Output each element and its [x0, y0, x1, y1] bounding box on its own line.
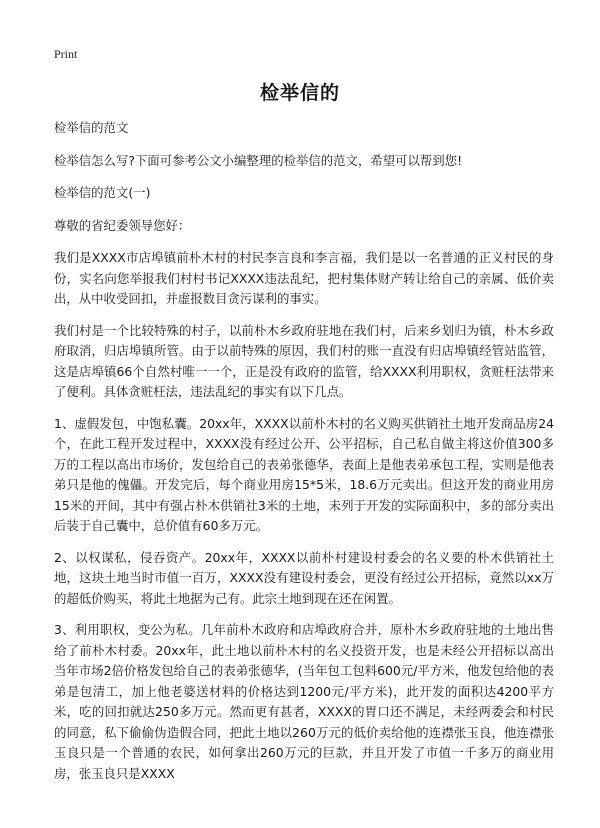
body-paragraph: 1、虚假发包，中饱私囊。20xx年，XXXX以前朴木村的名义购买供销社土地开发商品房24个，在此工程开发过程中，XXXX没有经过公开、公平招标，自己私自做主将这价值300多万的工程以高出市场价，发包给自己的表弟张德华，表面上是他表弟承包工程，实则是他表弟只是他的傀儡。开发完后，每个商业用房15*5米，18.6万元卖出。但这开发的商业用房15米的开间，其中有强占朴木供销社3米的土地，未列于开发的实际面积中，多的部分卖出后装于自己囊中，总价值有60多万元。	[54, 415, 554, 533]
body-paragraph: 我们村是一个比较特殊的村子，以前朴木乡政府驻地在我们村，后来乡划归为镇，朴木乡政府取消，归店埠镇所管。由于以前特殊的原因，我们村的账一直没有归店埠镇经管站监管，这是店埠镇66个自然村唯一一个，正是没有政府的监管，给XXXX利用职权，贪赃枉法带来了便利。具体贪赃枉法，违法乱纪的事实有以下几点。	[54, 322, 554, 399]
body-paragraph: 3、利用职权，变公为私。几年前朴木政府和店埠政府合并，原朴木乡政府驻地的土地出售给了前朴木村委。20xx年，此土地以前朴木村的名义投资开发，也是未经公开招标以高出当年市场2倍价格发包给自己的表弟张德华，(当年包工包料600元/平方米，他发包给他的表弟是包清工，加上他老婆送材料的价格达到1200元/平方米)，此开发的面积达4200平方米，吃的回扣就达250多万元。然而更有甚者，XXXX的胃口还不满足，未经两委会和村民的同意，私下偷偷伪造假合同，把此土地以260万元的低价卖给他的连襟张玉良，他连襟张玉良只是一个普通的农民，如何拿出260万元的巨款，并且开发了市值一千多万的商业用房，张玉良只是XXXX	[54, 622, 554, 781]
intro-paragraph: 检举信怎么写?下面可参考公文小编整理的检举信的范文，希望可以帮到您!	[54, 152, 463, 168]
document-body	[54, 118, 554, 795]
example-heading: 检举信的范文(一)	[54, 185, 151, 200]
section-heading: 检举信的范文	[54, 120, 129, 135]
page-title: 检举信的	[259, 82, 340, 104]
body-paragraph: 2、以权谋私，侵吞资产。20xx年，XXXX以前朴村建设村委会的名义要的朴木供销社土地，这块土地当时市值一百万，XXXX没有建设村委会，更没有经过公开招标，竟然以xx万的超低价购买，将此土地据为己有。此宗土地到现在还在闲置。	[54, 549, 554, 606]
print-label: Print	[54, 47, 78, 61]
salutation: 尊敬的省纪委领导您好：	[54, 217, 191, 233]
body-paragraph: 我们是XXXX市店埠镇前朴木村的村民李言良和李言福，我们是以一名普通的正义村民的身份，实名向您举报我们村村书记XXXX违法乱纪，把村集体财产转让给自己的亲属、低价卖出，从中收受回扣，并虚报数目贪污谋利的事实。	[54, 250, 554, 306]
